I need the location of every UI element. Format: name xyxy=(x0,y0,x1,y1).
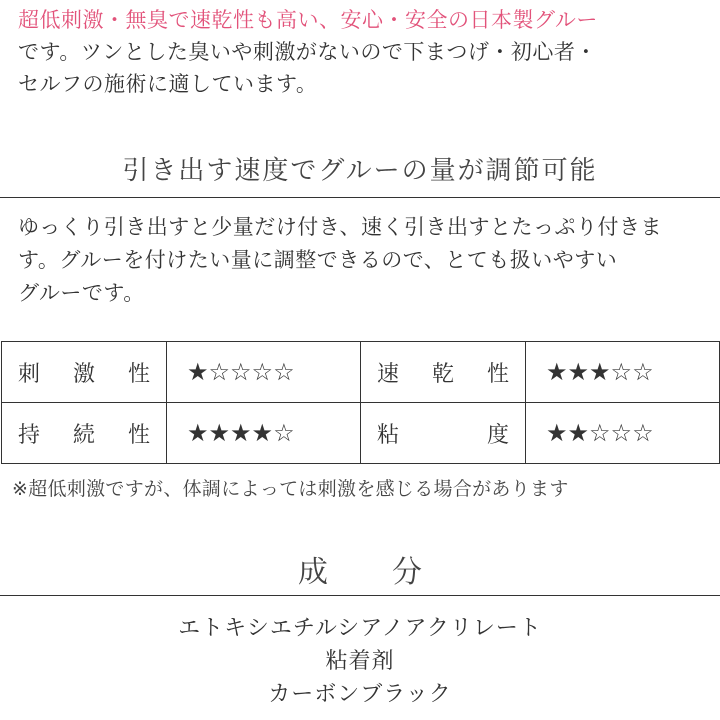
description-line: す。グルーを付けたい量に調整できるので、とても扱いやすい xyxy=(18,248,618,272)
ingredient-item: 粘着剤 xyxy=(325,649,395,674)
description-line: ゆっくり引き出すと少量だけ付き、速く引き出すとたっぷり付きま xyxy=(18,215,662,239)
divider xyxy=(0,595,720,596)
label-char: 速 xyxy=(377,361,400,387)
rating-label-durability xyxy=(2,403,167,464)
rating-label-drying-speed xyxy=(361,342,526,403)
ingredients-section-title xyxy=(0,547,720,591)
intro-text xyxy=(18,4,708,100)
label-char: 性 xyxy=(127,361,150,387)
rating-label-viscosity xyxy=(361,403,526,464)
ingredient-item: カーボンブラック xyxy=(268,682,452,707)
label-char: 性 xyxy=(127,422,150,448)
divider xyxy=(0,197,720,198)
rating-stars-irritation: ★☆☆☆☆ xyxy=(167,342,361,403)
table-row xyxy=(2,342,720,403)
label-char: 乾 xyxy=(431,361,454,387)
label-char: 粘 xyxy=(377,422,400,448)
label-char: 続 xyxy=(72,422,95,448)
title-char: 分 xyxy=(392,555,422,590)
label-char: 性 xyxy=(486,361,509,387)
speed-section-title: 引き出す速度でグルーの量が調節可能 xyxy=(122,156,598,186)
label-char: 持 xyxy=(18,422,41,448)
speed-description xyxy=(18,211,708,310)
label-char: 度 xyxy=(486,422,509,448)
rating-label-irritation xyxy=(2,342,167,403)
intro-line: です。ツンとした臭いや刺激がないので下まつげ・初心者・ xyxy=(18,40,597,64)
table-row xyxy=(2,403,720,464)
intro-highlight: 超低刺激・無臭で速乾性も高い、安心・安全の日本製グルー xyxy=(18,8,598,32)
rating-stars-drying-speed: ★★★☆☆ xyxy=(526,342,720,403)
footnote: ※超低刺激ですが、体調によっては刺激を感じる場合があります xyxy=(12,478,569,500)
description-line: グルーです。 xyxy=(18,281,145,305)
label-char: 刺 xyxy=(18,361,41,387)
intro-line: セルフの施術に適しています。 xyxy=(18,72,318,96)
ratings-table xyxy=(1,341,720,464)
title-char: 成 xyxy=(298,555,328,590)
rating-stars-durability: ★★★★☆ xyxy=(167,403,361,464)
label-char: 激 xyxy=(72,361,95,387)
rating-stars-viscosity: ★★☆☆☆ xyxy=(526,403,720,464)
ingredient-item: エトキシエチルシアノアクリレート xyxy=(178,616,542,641)
